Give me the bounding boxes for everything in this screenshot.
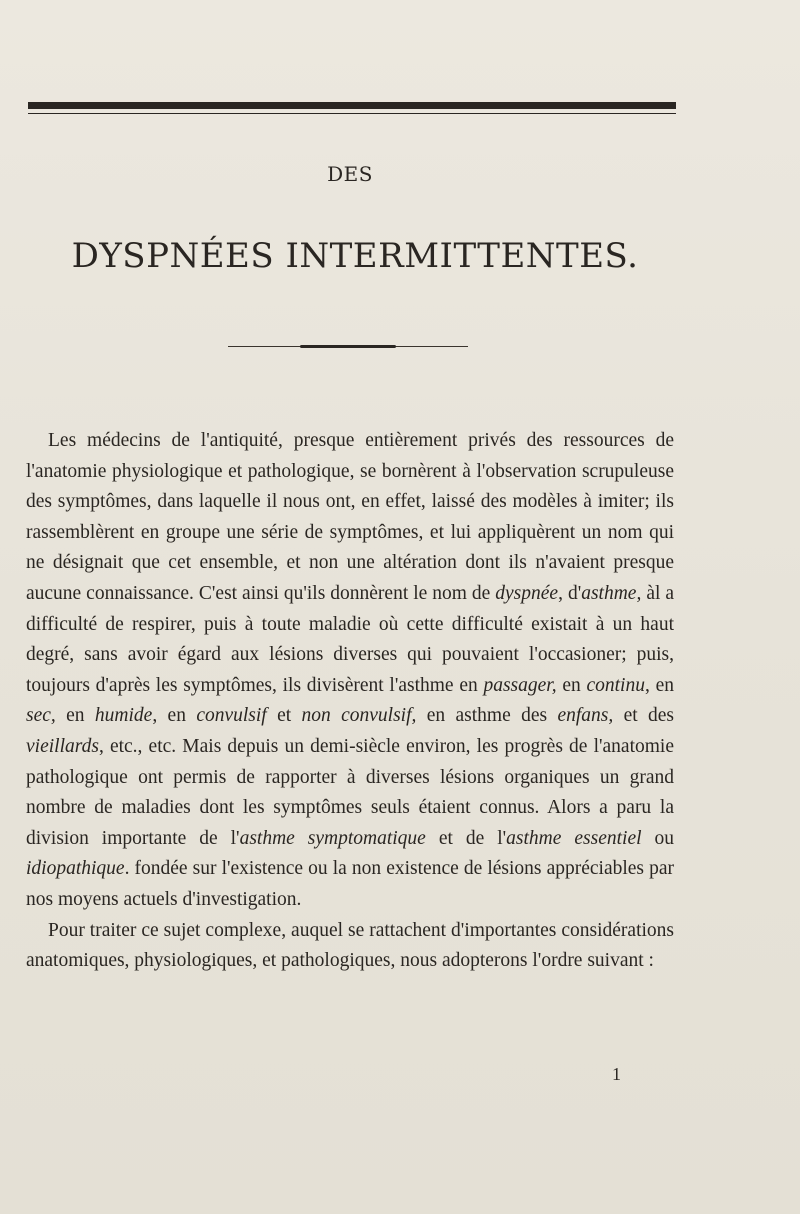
text-run: et: [266, 705, 302, 727]
ornament-thick-line: [300, 345, 396, 348]
ornamental-rule: [228, 345, 468, 349]
pre-title: DES: [327, 162, 373, 186]
page-number: 1: [612, 1064, 621, 1084]
italic-term: sec,: [26, 705, 56, 727]
italic-term: dyspnée: [495, 582, 559, 604]
text-run: , d': [558, 582, 582, 604]
text-run: , en: [644, 674, 674, 696]
italic-term: humide: [94, 705, 153, 727]
text-run: en asthme des: [416, 705, 558, 727]
italic-term: continu: [586, 674, 645, 696]
text-run: en: [556, 674, 587, 696]
paragraph-2: Pour traiter ce sujet complexe, auquel se rattachent d'importantes considérations anatomiques, physiologiques, et pathologiques, nous adopterons l'ordre suivant :: [26, 919, 674, 972]
italic-term: asthme,: [581, 582, 642, 604]
italic-term: enfans,: [557, 705, 614, 727]
text-run: Les médecins de l'antiquité, presque entièrement privés des ressources de l'anatomie physiologique et pathologique, se bornèrent à l'observation scrupuleuse des symptômes, dans laquelle il nous ont, en effet, laissé des modèles à imiter; ils rassemblèrent en groupe une série de symptômes, et lui appliquèrent un nom qui ne désignait que cet ensemble, et non une altération dont ils n'avaient presque aucune connaissance. C'est ainsi qu'ils donnèrent le nom de: [26, 430, 674, 604]
top-thin-rule: [28, 113, 676, 114]
paragraph-1: [26, 426, 674, 916]
text-run: àl a difficulté de respirer, puis à toute maladie où cette difficulté existait à un haut degré, sans avoir égard aux lésions diverses qui pouvaient l'occasioner; puis, toujours d'après les symptômes, ils divisèrent l'asthme en: [26, 582, 675, 696]
text-run: ou: [641, 827, 674, 849]
text-run: , etc., etc. Mais depuis un demi-siècle environ, les progrès de l'anatomie pathologique ont permis de rapporter à diverses lésions organiques un grand nombre de maladies dont les symptômes seuls étaient connus. Alors a paru la division importante de l': [26, 735, 674, 849]
italic-term: vieillards: [26, 735, 99, 757]
italic-term: passager,: [483, 674, 557, 696]
italic-term: non convulsif,: [301, 705, 417, 727]
text-run: . fondée sur l'existence ou la non existence de lésions appréciables par nos moyens actuels d'investigation.: [26, 858, 674, 910]
text-run: , en: [152, 705, 197, 727]
italic-term: idiopathique: [26, 858, 125, 880]
text-run: en: [55, 705, 95, 727]
text-run: et de l': [425, 827, 507, 849]
italic-term: asthme symptomatique: [239, 827, 426, 849]
top-thick-rule: [28, 102, 676, 109]
italic-term: convulsif: [196, 705, 267, 727]
chapter-title: DYSPNÉES INTERMITTENTES.: [71, 236, 639, 276]
body-text: [26, 426, 674, 977]
italic-term: asthme essentiel: [506, 827, 642, 849]
text-run: et des: [613, 705, 675, 727]
